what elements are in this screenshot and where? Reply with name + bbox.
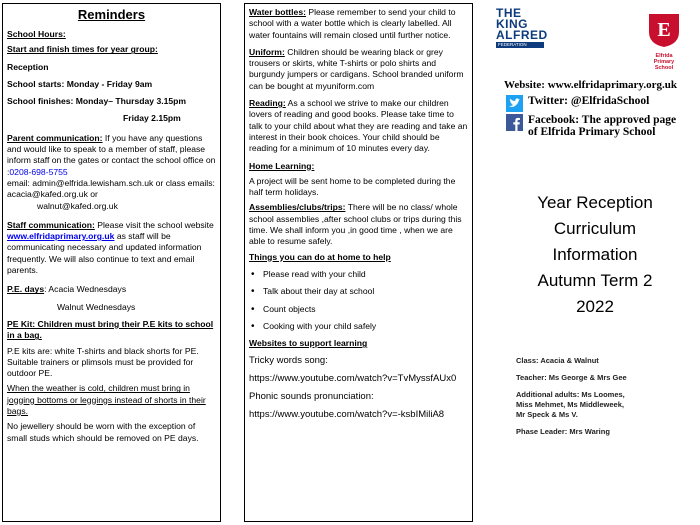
- cover-panel: [490, 0, 700, 525]
- title-line: Curriculum: [553, 219, 637, 238]
- pe-kit-text: P.E kits are: white T-shirts and black shorts for PE. Suitable trainers or plimsols must be provided for outdoor PE.: [7, 345, 199, 379]
- websites-heading: Websites to support learning: [249, 338, 368, 349]
- home-learning-heading: Home Learning:: [249, 160, 315, 171]
- pe-kit-heading: PE Kit: Children must bring their P.E kits to school in a bag.: [7, 318, 214, 341]
- pe-days-walnut: Walnut Wednesdays: [57, 301, 136, 312]
- king-alfred-logo: [496, 6, 548, 60]
- crest-line: Primary: [653, 59, 675, 65]
- school-hours-heading: School Hours:: [7, 29, 66, 39]
- pe-days-acacia: : Acacia Wednesdays: [44, 284, 127, 295]
- twitter-row[interactable]: [506, 95, 649, 107]
- logo-line: THE: [496, 6, 522, 20]
- assemblies-heading: Assemblies/clubs/trips:: [249, 202, 346, 213]
- class-info: [516, 356, 627, 444]
- reading: [249, 98, 468, 154]
- logo-line: FEDERATION: [496, 42, 544, 48]
- staff-comm-heading: Staff communication:: [7, 219, 95, 230]
- info-panel: [244, 3, 473, 522]
- assemblies: [249, 202, 468, 247]
- parent-communication: [7, 133, 216, 178]
- website-link[interactable]: www.elfridaprimary.org.uk: [7, 231, 115, 242]
- cold-weather-text: When the weather is cold, children must bring in jogging bottoms or leggings instead of shorts in their bags.: [7, 383, 206, 417]
- curriculum-title: [490, 190, 700, 320]
- title-line: Information: [552, 245, 638, 264]
- water-bottles: [249, 7, 468, 41]
- parent-comm-heading: Parent communication:: [7, 132, 103, 143]
- teacher-label: Teacher: Ms George & Mrs Gee: [516, 373, 627, 382]
- class-label: Class: Acacia & Walnut: [516, 356, 599, 365]
- email-line-2: walnut@kafed.org.uk: [37, 200, 118, 211]
- crest-shield-icon: [646, 12, 682, 48]
- list-item: • Count objects: [249, 304, 468, 315]
- svg-text:E: E: [657, 19, 671, 41]
- list-item: • Please read with your child: [249, 269, 468, 280]
- tricky-words-url[interactable]: https://www.youtube.com/watch?v=TvMyssfAUx0: [249, 373, 457, 385]
- home-learning-text: A project will be sent home to be completed during the half term holidays.: [249, 175, 456, 198]
- title-line: Year Reception: [537, 193, 653, 212]
- reminders-title: Reminders: [77, 7, 146, 22]
- email-line: email: admin@elfrida.lewisham.sch.uk or class emails: acacia@kafed.org.uk or: [7, 177, 215, 200]
- website-line[interactable]: Website: www.elfridaprimary.org.uk: [504, 79, 677, 91]
- parent-comm-text: If you have any questions and would like to speak to a member of staff, please inform staff on the gates or contact the school office on :: [7, 132, 216, 177]
- additional-adults: Additional adults: Ms Loomes,: [516, 390, 625, 399]
- logo-line: ALFRED: [496, 28, 548, 42]
- tricky-words-label: Tricky words song:: [249, 355, 328, 367]
- reading-text: As a school we strive to make our children lovers of reading and good books. Please take time to talk to your child about what they are reading and take an interest in their book choices. Your child should be reading for a minimum of 10 minutes every day.: [249, 98, 468, 154]
- assemblies-text: There will be no class/ whole school assemblies ,after school clubs or trips during this time. We shall inform you ,in good time , when we are able to resume safely.: [249, 202, 462, 247]
- additional-adults: Mr Speck & Ms V.: [516, 410, 578, 419]
- list-item: • Cooking with your child safely: [249, 321, 468, 332]
- crest-line: Elfrida: [655, 53, 673, 59]
- twitter-handle[interactable]: Twitter: @ElfridaSchool: [528, 95, 650, 107]
- uniform-heading: Uniform:: [249, 46, 285, 57]
- reminders-panel: [2, 3, 221, 522]
- friday-finish: Friday 2.15pm: [123, 113, 181, 124]
- staff-communication: [7, 220, 216, 276]
- facebook-row[interactable]: [506, 114, 676, 138]
- staff-comm-post: as staff will be communicating necessary and updated information frequently. We will also continue to text and email parents.: [7, 231, 202, 276]
- crest-line: School: [654, 65, 674, 71]
- phonics-url[interactable]: https://www.youtube.com/watch?v=-ksbIMiliA8: [249, 409, 445, 421]
- pe-days: [7, 284, 216, 295]
- phonics-label: Phonic sounds pronunciation:: [249, 391, 374, 403]
- uniform: [249, 47, 468, 92]
- phone-number[interactable]: 0208-698-5755: [9, 166, 68, 177]
- school-finishes: School finishes: Monday– Thursday 3.15pm: [7, 96, 187, 107]
- facebook-text-1: Facebook: The approved page: [528, 114, 677, 126]
- additional-adults: Miss Mehmet, Ms Middleweek,: [516, 400, 624, 409]
- phase-leader: Phase Leader: Mrs Waring: [516, 427, 610, 436]
- list-item: • Talk about their day at school: [249, 286, 468, 297]
- title-line: 2022: [576, 297, 614, 316]
- staff-comm-pre: Please visit the school website: [94, 219, 214, 230]
- home-help-list: [249, 269, 468, 332]
- home-help-heading: Things you can do at home to help: [249, 251, 391, 262]
- logo-line: KING: [496, 17, 528, 31]
- school-crest: [646, 12, 682, 72]
- uniform-text: Children should be wearing black or grey trousers or skirts, white T-shirts or polo shirts and burgundy jumpers or cardigans. School branded uniform can be bought at myuniform.com: [249, 46, 464, 91]
- school-starts: School starts: Monday - Friday 9am: [7, 78, 153, 89]
- reading-heading: Reading:: [249, 98, 286, 109]
- title-line: Autumn Term 2: [537, 271, 653, 290]
- facebook-text-2: of Elfrida Primary School: [528, 126, 656, 138]
- water-heading: Water bottles:: [249, 7, 306, 17]
- start-finish-heading: Start and finish times for year group:: [7, 44, 158, 55]
- pe-days-heading: P.E. days: [7, 284, 45, 295]
- water-text: Please remember to send your child to school with a water bottle which is clearly labelled. All water fountains will remain closed until further notice.: [249, 7, 456, 40]
- facebook-icon: [506, 114, 523, 131]
- jewellery-text: No jewellery should be worn with the exception of small studs which should be removed on PE days.: [7, 421, 199, 443]
- reception-label: Reception: [7, 61, 49, 72]
- twitter-icon: [506, 95, 523, 112]
